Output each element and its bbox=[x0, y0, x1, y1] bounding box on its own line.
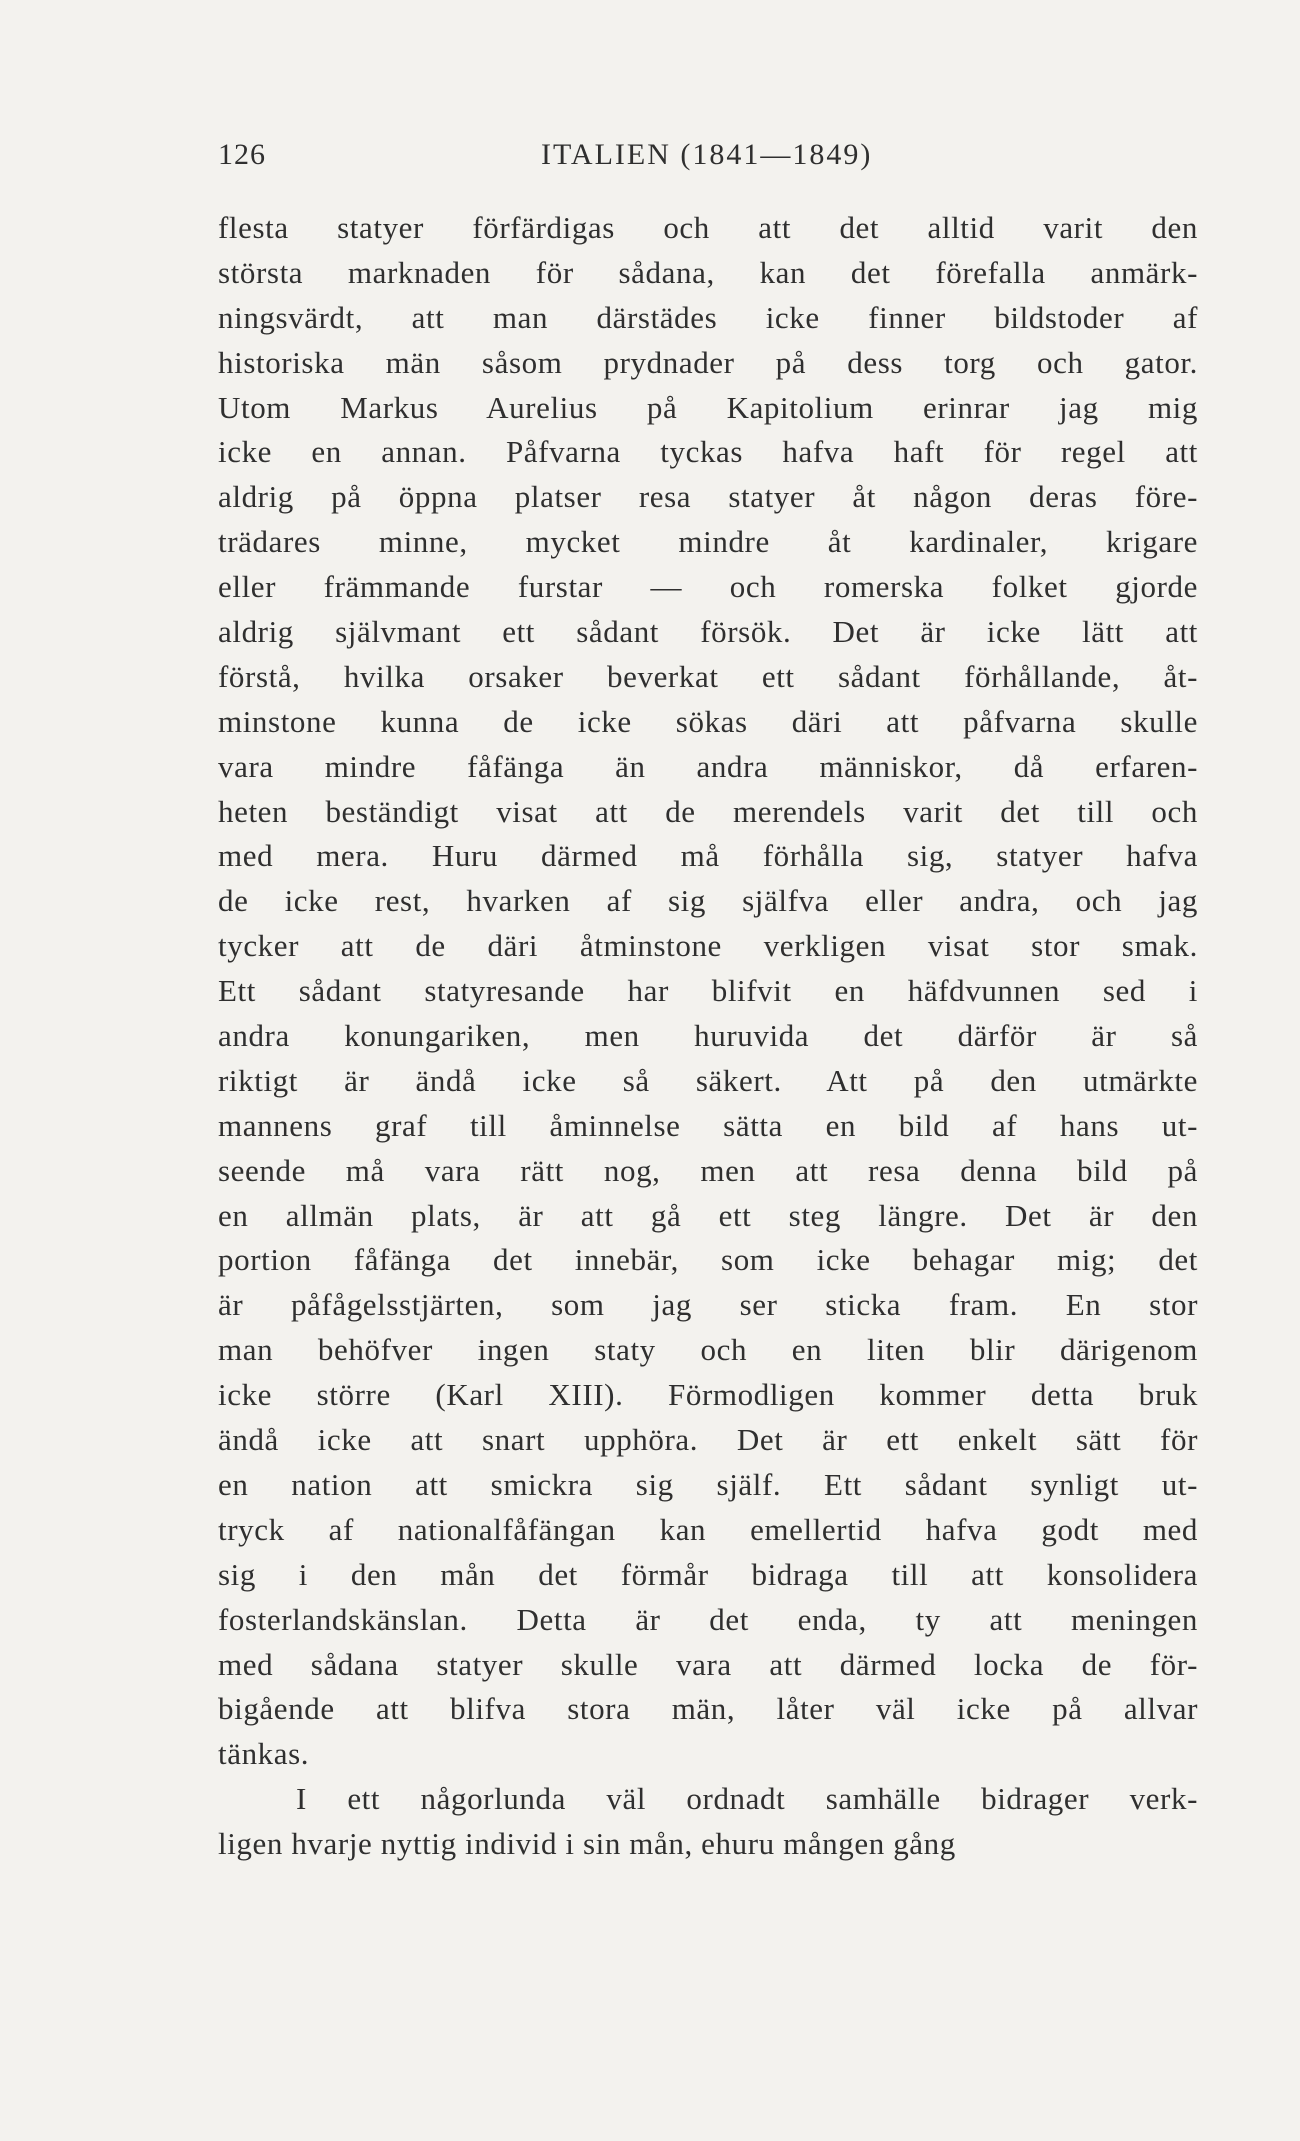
page-header bbox=[218, 130, 1198, 180]
text-line: med sådana statyer skulle vara att därmed locka de för- bbox=[218, 1646, 1198, 1682]
text-line: vara mindre fåfänga än andra människor, då erfaren- bbox=[218, 748, 1198, 784]
text-line: tycker att de däri åtminstone verkligen visat stor smak. bbox=[218, 928, 1198, 964]
text-line: minstone kunna de icke sökas däri att påfvarna skulle bbox=[218, 703, 1198, 739]
text-line: ningsvärdt, att man därstädes icke finner bildstoder af bbox=[218, 299, 1198, 335]
text-line: tryck af nationalfåfängan kan emellertid hafva godt med bbox=[218, 1511, 1198, 1547]
text-line: portion fåfänga det innebär, som icke behagar mig; det bbox=[218, 1242, 1198, 1278]
text-line: andra konungariken, men huruvida det därför är så bbox=[218, 1018, 1198, 1054]
text-line: aldrig på öppna platser resa statyer åt någon deras före- bbox=[218, 479, 1198, 515]
text-line: historiska män såsom prydnader på dess torg och gator. bbox=[218, 344, 1198, 380]
text-line: heten beständigt visat att de merendels varit det till och bbox=[218, 793, 1198, 829]
text-line: är påfågelsstjärten, som jag ser sticka fram. En stor bbox=[218, 1287, 1198, 1323]
paragraphs bbox=[218, 206, 1198, 1867]
text-line: största marknaden för sådana, kan det förefalla anmärk- bbox=[218, 254, 1198, 290]
text-line: förstå, hvilka orsaker beverkat ett sådant förhållande, åt- bbox=[218, 658, 1198, 694]
text-line: aldrig självmant ett sådant försök. Det är icke lätt att bbox=[218, 614, 1198, 650]
text-line: trädares minne, mycket mindre åt kardinaler, krigare bbox=[218, 524, 1198, 560]
text-line: en allmän plats, är att gå ett steg längre. Det är den bbox=[218, 1197, 1198, 1233]
text-line: bigående att blifva stora män, låter väl icke på allvar bbox=[218, 1691, 1198, 1727]
text-line: icke en annan. Påfvarna tyckas hafva haft för regel att bbox=[218, 434, 1198, 470]
text-line: ligen hvarje nyttig individ i sin mån, ehuru mången gång bbox=[218, 1826, 956, 1862]
text-line: med mera. Huru därmed må förhålla sig, statyer hafva bbox=[218, 838, 1198, 874]
text-line: flesta statyer förfärdigas och att det alltid varit den bbox=[218, 210, 1198, 245]
text-line: icke större (Karl XIII). Förmodligen kommer detta bruk bbox=[218, 1377, 1198, 1413]
text-line: sig i den mån det förmår bidraga till att konsolidera bbox=[218, 1556, 1198, 1592]
paragraph bbox=[218, 1777, 1198, 1867]
text-line: fosterlandskänslan. Detta är det enda, ty att meningen bbox=[218, 1601, 1198, 1637]
text-line: Ett sådant statyresande har blifvit en häfdvunnen sed i bbox=[218, 973, 1198, 1009]
text-line: tänkas. bbox=[218, 1736, 310, 1772]
text-line: de icke rest, hvarken af sig själfva eller andra, och jag bbox=[218, 883, 1198, 919]
text-line: en nation att smickra sig själf. Ett sådant synligt ut- bbox=[218, 1466, 1198, 1502]
text-line: I ett någorlunda väl ordnadt samhälle bidrager verk- bbox=[296, 1781, 1198, 1817]
text-line: seende må vara rätt nog, men att resa denna bild på bbox=[218, 1152, 1198, 1188]
text-line: ändå icke att snart upphöra. Det är ett enkelt sätt för bbox=[218, 1422, 1198, 1458]
text-line: mannens graf till åminnelse sätta en bild af hans ut- bbox=[218, 1107, 1198, 1143]
text-line: riktigt är ändå icke så säkert. Att på den utmärkte bbox=[218, 1062, 1198, 1098]
paragraph bbox=[218, 206, 1198, 1777]
page-number: 126 bbox=[218, 138, 266, 171]
running-head: ITALIEN (1841—1849) bbox=[541, 138, 873, 171]
text-line: Utom Markus Aurelius på Kapitolium erinrar jag mig bbox=[218, 389, 1198, 425]
body-text bbox=[218, 206, 1198, 1867]
text-line: man behöfver ingen staty och en liten blir därigenom bbox=[218, 1332, 1198, 1368]
text-line: eller främmande furstar — och romerska folket gjorde bbox=[218, 569, 1198, 605]
